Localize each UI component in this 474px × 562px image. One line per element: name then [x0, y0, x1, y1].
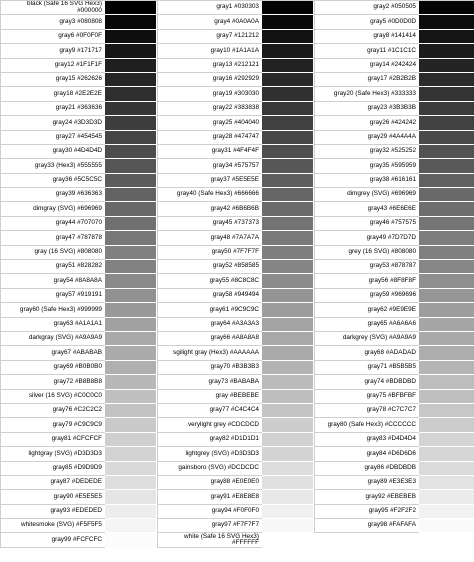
color-label: gray66 #A8A8A8	[157, 332, 262, 346]
color-label: gray34 #575757	[157, 159, 262, 173]
color-label: gray52 #858585	[157, 260, 262, 274]
color-label: gray39 #636363	[0, 188, 105, 202]
color-swatch	[419, 332, 474, 346]
color-label: gray7 #121212	[157, 30, 262, 44]
color-label: gray84 #D6D6D6	[314, 447, 419, 461]
color-label: gray50 #7F7F7F	[157, 246, 262, 260]
color-swatch	[262, 44, 313, 58]
color-swatch	[419, 102, 474, 116]
color-label: gray25 #404040	[157, 116, 262, 130]
color-label: gray55 #8C8C8C	[157, 274, 262, 288]
color-swatch	[105, 476, 156, 490]
color-label: gray93 #EDEDED	[0, 505, 105, 519]
column-divider	[313, 533, 314, 547]
color-swatch	[262, 73, 313, 87]
color-label: black (Safe 16 SVG Hex3) #000000	[0, 1, 105, 15]
color-swatch	[419, 145, 474, 159]
color-label: gray26 #424242	[314, 116, 419, 130]
color-label: gray54 #8A8A8A	[0, 274, 105, 288]
color-label: gray77 #C4C4C4	[157, 404, 262, 418]
color-swatch	[262, 433, 313, 447]
color-label: gray75 #BFBFBF	[314, 390, 419, 404]
color-swatch	[105, 246, 156, 260]
color-label: gray59 #969696	[314, 289, 419, 303]
color-swatch	[105, 202, 156, 216]
color-swatch	[105, 188, 156, 202]
color-swatch	[262, 131, 313, 145]
color-label: whitesmoke (SVG) #F5F5F5	[0, 519, 105, 533]
color-swatch	[105, 447, 156, 461]
color-label: sgilight gray (Hex3) #AAAAAA	[157, 346, 262, 360]
color-swatch	[105, 303, 156, 317]
color-label: gray53 #878787	[314, 260, 419, 274]
color-label: gray16 #292929	[157, 73, 262, 87]
color-swatch	[419, 404, 474, 418]
color-label: gray78 #C7C7C7	[314, 404, 419, 418]
color-swatch	[262, 346, 313, 360]
color-swatch	[262, 361, 313, 375]
color-label: gray95 #F2F2F2	[314, 505, 419, 519]
color-swatch	[105, 159, 156, 173]
color-swatch	[262, 145, 313, 159]
color-label: gray72 #B8B8B8	[0, 375, 105, 389]
color-label: gray81 #CFCFCF	[0, 433, 105, 447]
color-swatch	[419, 73, 474, 87]
color-label: gray79 #C9C9C9	[0, 418, 105, 432]
color-label: gray14 #242424	[314, 59, 419, 73]
color-label: gray91 #E8E8E8	[157, 490, 262, 504]
color-label: gray33 (Hex3) #555555	[0, 159, 105, 173]
color-swatch	[105, 73, 156, 87]
color-swatch	[262, 231, 313, 245]
color-label: gray86 #DBDBDB	[314, 462, 419, 476]
color-swatch	[419, 217, 474, 231]
color-label: gainsboro (SVG) #DCDCDC	[157, 462, 262, 476]
color-swatch	[419, 1, 474, 15]
color-swatch	[262, 490, 313, 504]
color-label: gray64 #A3A3A3	[157, 318, 262, 332]
color-label: gray2 #050505	[314, 1, 419, 15]
color-swatch	[262, 30, 313, 44]
color-swatch	[419, 447, 474, 461]
color-label: gray67 #ABABAB	[0, 346, 105, 360]
color-swatch	[105, 332, 156, 346]
color-label: gray28 #474747	[157, 131, 262, 145]
color-label: gray73 #BABABA	[157, 375, 262, 389]
color-label: gray27 #454545	[0, 131, 105, 145]
color-swatch	[262, 303, 313, 317]
color-label: verylight grey #CDCDCD	[157, 418, 262, 432]
color-label: gray98 #FAFAFA	[314, 519, 419, 533]
color-swatch	[262, 274, 313, 288]
color-swatch	[262, 159, 313, 173]
color-swatch	[105, 318, 156, 332]
color-swatch	[419, 476, 474, 490]
color-label: gray97 #F7F7F7	[157, 519, 262, 533]
color-swatch	[419, 505, 474, 519]
color-label: gray80 (Safe Hex3) #CCCCCC	[314, 418, 419, 432]
color-label: gray51 #828282	[0, 260, 105, 274]
color-swatch	[419, 231, 474, 245]
color-swatch	[105, 462, 156, 476]
color-label: gray74 #BDBDBD	[314, 375, 419, 389]
color-swatch	[105, 231, 156, 245]
color-swatch	[105, 145, 156, 159]
color-swatch	[262, 15, 313, 29]
color-label: gray44 #707070	[0, 217, 105, 231]
color-swatch	[105, 490, 156, 504]
color-swatch	[419, 44, 474, 58]
color-swatch	[262, 246, 313, 260]
color-label: gray17 #2B2B2B	[314, 73, 419, 87]
color-label: gray43 #6E6E6E	[314, 202, 419, 216]
color-label: gray82 #D1D1D1	[157, 433, 262, 447]
color-label: gray19 #303030	[157, 87, 262, 101]
color-label: gray83 #D4D4D4	[314, 433, 419, 447]
color-swatch	[105, 519, 156, 533]
color-label: gray21 #363636	[0, 102, 105, 116]
color-label: gray10 #1A1A1A	[157, 44, 262, 58]
color-swatch	[105, 274, 156, 288]
color-label: gray46 #757575	[314, 217, 419, 231]
color-swatch	[105, 59, 156, 73]
color-swatch	[419, 375, 474, 389]
color-swatch	[105, 30, 156, 44]
color-label: gray36 #5C5C5C	[0, 174, 105, 188]
color-swatch	[105, 346, 156, 360]
color-label: grey (16 SVG) #808080	[314, 246, 419, 260]
color-label: gray58 #949494	[157, 289, 262, 303]
color-swatch	[262, 318, 313, 332]
color-swatch	[105, 1, 156, 15]
color-swatch	[262, 116, 313, 130]
color-swatch	[105, 116, 156, 130]
color-swatch	[262, 476, 313, 490]
color-swatch	[419, 519, 474, 533]
color-swatch	[262, 505, 313, 519]
color-label: gray57 #919191	[0, 289, 105, 303]
color-label: gray29 #4A4A4A	[314, 131, 419, 145]
color-swatch	[419, 260, 474, 274]
color-label: gray70 #B3B3B3	[157, 361, 262, 375]
color-label: lightgrey (SVG) #D3D3D3	[157, 447, 262, 461]
color-label: gray18 #2E2E2E	[0, 87, 105, 101]
color-swatch	[419, 59, 474, 73]
color-label: gray92 #EBEBEB	[314, 490, 419, 504]
color-swatch	[105, 433, 156, 447]
color-label: gray8 #141414	[314, 30, 419, 44]
color-swatch	[262, 188, 313, 202]
color-label: gray71 #B5B5B5	[314, 361, 419, 375]
color-label: gray62 #9E9E9E	[314, 303, 419, 317]
color-swatch	[262, 87, 313, 101]
color-swatch	[105, 390, 156, 404]
color-swatch	[419, 131, 474, 145]
color-swatch	[105, 260, 156, 274]
color-swatch	[419, 433, 474, 447]
color-label: gray1 #030303	[157, 1, 262, 15]
color-label: gray9 #171717	[0, 44, 105, 58]
color-label: gray76 #C2C2C2	[0, 404, 105, 418]
color-swatch	[419, 303, 474, 317]
color-swatch	[262, 462, 313, 476]
color-label: darkgray (SVG) #A9A9A9	[0, 332, 105, 346]
color-swatch	[419, 246, 474, 260]
color-label: gray12 #1F1F1F	[0, 59, 105, 73]
color-label: gray37 #5E5E5E	[157, 174, 262, 188]
color-swatch	[419, 188, 474, 202]
color-label: gray30 #4D4D4D	[0, 145, 105, 159]
color-swatch	[105, 15, 156, 29]
color-label: gray94 #F0F0F0	[157, 505, 262, 519]
color-label: gray20 (Safe Hex3) #333333	[314, 87, 419, 101]
color-swatch	[262, 375, 313, 389]
color-label: gray69 #B0B0B0	[0, 361, 105, 375]
color-label: gray60 (Safe Hex3) #999999	[0, 303, 105, 317]
color-label: gray22 #383838	[157, 102, 262, 116]
color-swatch	[419, 289, 474, 303]
color-swatch	[262, 519, 313, 533]
color-label: gray #BEBEBE	[157, 390, 262, 404]
color-swatch	[105, 375, 156, 389]
color-swatch	[262, 289, 313, 303]
color-swatch	[105, 505, 156, 519]
color-label: gray85 #D9D9D9	[0, 462, 105, 476]
color-label: gray42 #6B6B6B	[157, 202, 262, 216]
color-swatch	[105, 102, 156, 116]
color-label: gray48 #7A7A7A	[157, 231, 262, 245]
color-label: gray35 #595959	[314, 159, 419, 173]
color-swatch	[262, 533, 313, 547]
color-swatch	[105, 44, 156, 58]
color-label: gray56 #8F8F8F	[314, 274, 419, 288]
color-label: gray (16 SVG) #808080	[0, 246, 105, 260]
color-swatch	[419, 318, 474, 332]
color-label: white (Safe 16 SVG Hex3) #FFFFFF	[157, 533, 262, 547]
color-label: darkgrey (SVG) #A9A9A9	[314, 332, 419, 346]
color-swatch	[419, 346, 474, 360]
color-swatch	[262, 202, 313, 216]
color-swatch	[262, 59, 313, 73]
color-swatch	[262, 332, 313, 346]
color-label: gray38 #616161	[314, 174, 419, 188]
color-swatch	[262, 447, 313, 461]
color-label: gray11 #1C1C1C	[314, 44, 419, 58]
color-label: gray40 (Safe Hex3) #666666	[157, 188, 262, 202]
color-swatch	[105, 533, 156, 547]
color-label: gray88 #E0E0E0	[157, 476, 262, 490]
color-swatch	[105, 131, 156, 145]
color-swatch	[105, 418, 156, 432]
color-label: lightgray (SVG) #D3D3D3	[0, 447, 105, 461]
color-label: gray61 #9C9C9C	[157, 303, 262, 317]
color-swatch	[262, 1, 313, 15]
color-label: gray15 #262626	[0, 73, 105, 87]
color-swatch	[262, 404, 313, 418]
color-label: gray23 #3B3B3B	[314, 102, 419, 116]
color-swatch	[419, 274, 474, 288]
color-label: gray63 #A1A1A1	[0, 318, 105, 332]
color-swatch	[105, 217, 156, 231]
color-swatch	[262, 390, 313, 404]
color-swatch	[262, 174, 313, 188]
color-label: gray49 #7D7D7D	[314, 231, 419, 245]
color-swatch	[105, 289, 156, 303]
color-swatch	[419, 202, 474, 216]
color-label: gray31 #4F4F4F	[157, 145, 262, 159]
color-label: dimgray (SVG) #696969	[0, 202, 105, 216]
color-swatch	[419, 462, 474, 476]
color-label: dimgrey (SVG) #696969	[314, 188, 419, 202]
color-label: gray68 #ADADAD	[314, 346, 419, 360]
color-swatch	[419, 490, 474, 504]
color-swatch	[419, 116, 474, 130]
color-label: gray47 #787878	[0, 231, 105, 245]
color-swatch	[105, 404, 156, 418]
color-swatch	[262, 418, 313, 432]
color-label: gray87 #DEDEDE	[0, 476, 105, 490]
color-swatch	[419, 174, 474, 188]
color-label: gray90 #E5E5E5	[0, 490, 105, 504]
color-label: gray4 #0A0A0A	[157, 15, 262, 29]
color-swatch	[419, 30, 474, 44]
color-swatch	[262, 260, 313, 274]
color-label: gray32 #525252	[314, 145, 419, 159]
color-swatch	[419, 87, 474, 101]
color-label: gray6 #0F0F0F	[0, 30, 105, 44]
color-swatch	[419, 361, 474, 375]
color-swatch	[262, 217, 313, 231]
color-label: silver (16 SVG) #C0C0C0	[0, 390, 105, 404]
color-label: gray99 #FCFCFC	[0, 533, 105, 547]
color-swatch	[105, 87, 156, 101]
color-swatch	[419, 159, 474, 173]
color-label: gray24 #3D3D3D	[0, 116, 105, 130]
color-label: gray89 #E3E3E3	[314, 476, 419, 490]
color-label: gray65 #A6A6A6	[314, 318, 419, 332]
color-label: gray5 #0D0D0D	[314, 15, 419, 29]
color-label: gray13 #212121	[157, 59, 262, 73]
color-swatch	[105, 361, 156, 375]
color-label: gray3 #080808	[0, 15, 105, 29]
color-swatch	[419, 390, 474, 404]
color-swatch	[105, 174, 156, 188]
color-swatch	[419, 15, 474, 29]
color-label: gray45 #737373	[157, 217, 262, 231]
color-swatch	[262, 102, 313, 116]
color-swatch	[419, 418, 474, 432]
